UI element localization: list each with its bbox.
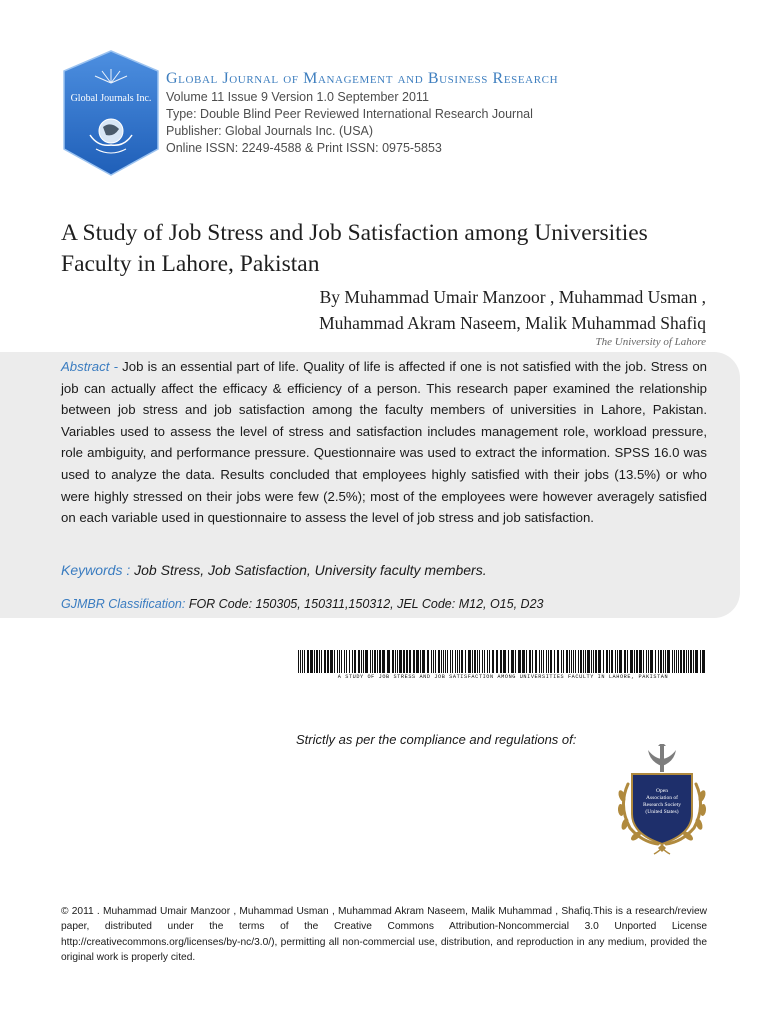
classification-text: FOR Code: 150305, 150311,150312, JEL Code: M12, O15, D23 — [188, 597, 544, 611]
volume-line: Volume 11 Issue 9 Version 1.0 September 2011 — [166, 90, 429, 104]
journal-title: Global Journal of Management and Business Research — [166, 70, 559, 87]
barcode-caption: A STUDY OF JOB STRESS AND JOB SATISFACTION AMONG UNIVERSITIES FACULTY IN LAHORE, PAKISTAN — [337, 674, 669, 680]
compliance-text: Strictly as per the compliance and regulations of: — [296, 732, 577, 747]
keywords — [61, 562, 487, 578]
classification-label: GJMBR Classification: — [61, 597, 186, 611]
keywords-text: Job Stress, Job Satisfaction, University faculty members. — [134, 562, 487, 578]
trident-icon — [648, 744, 676, 772]
journal-logo — [62, 49, 160, 177]
license-footer: © 2011 . Muhammad Umair Manzoor , Muhammad Usman , Muhammad Akram Naseem, Malik Muhammad , Shafiq.This is a research/review paper, distributed under the terms of the Creative Commons Attribution-Noncommercial 3.0 Unported License http://creativecommons.org/licenses/by-nc/3.0/), permitting all non-commercial use, distribution, and reproduction in any medium, provided the original work is properly cited. — [61, 906, 707, 964]
type-line: Type: Double Blind Peer Reviewed International Research Journal — [166, 107, 533, 121]
barcode — [298, 650, 708, 673]
seal-text-line: Association of — [646, 795, 678, 801]
issn-line: Online ISSN: 2249-4588 & Print ISSN: 0975-5853 — [166, 141, 442, 155]
logo-text: Global Journals Inc. — [70, 93, 152, 104]
abstract — [61, 356, 707, 529]
affiliation: The University of Lahore — [595, 336, 706, 348]
abstract-text: Job is an essential part of life. Quality of life is affected if one is not satisfied with the job. Stress on job can actually affect the efficacy & efficiency of a person. This research paper examined the relationship between job stress and job satisfaction among the faculty members of universities in Lahore, Pakistan. Variables used to assess the level of stress and satisfaction includes management role, workload pressure, role ambiguity, and performance pressure. Questionnaire was used to extract the information. SPSS 16.0 was used to analyze the data. Results concluded that employees highly satisfied with their jobs (13.5%) or who were highly stressed on their jobs were few (2.5%); most of the employees were however averagely satisfied on each variable used in questionnaire to assess the level of job stress and job satisfaction. — [61, 359, 707, 526]
seal-text-line: (United States) — [645, 809, 679, 815]
association-seal — [612, 744, 712, 856]
abstract-label: Abstract - — [61, 359, 118, 374]
authors-line-2: Muhammad Akram Naseem, Malik Muhammad Shafiq — [319, 313, 706, 333]
publisher-line: Publisher: Global Journals Inc. (USA) — [166, 124, 374, 138]
keywords-label: Keywords : — [61, 562, 131, 578]
classification — [61, 597, 543, 611]
authors-line-1: By Muhammad Umair Manzoor , Muhammad Usman , — [319, 287, 706, 307]
seal-text-line: Research Society — [642, 802, 682, 808]
paper-title: A Study of Job Stress and Job Satisfaction among Universities Faculty in Lahore, Pakistan — [61, 220, 648, 277]
seal-text-line: Open — [656, 788, 668, 794]
